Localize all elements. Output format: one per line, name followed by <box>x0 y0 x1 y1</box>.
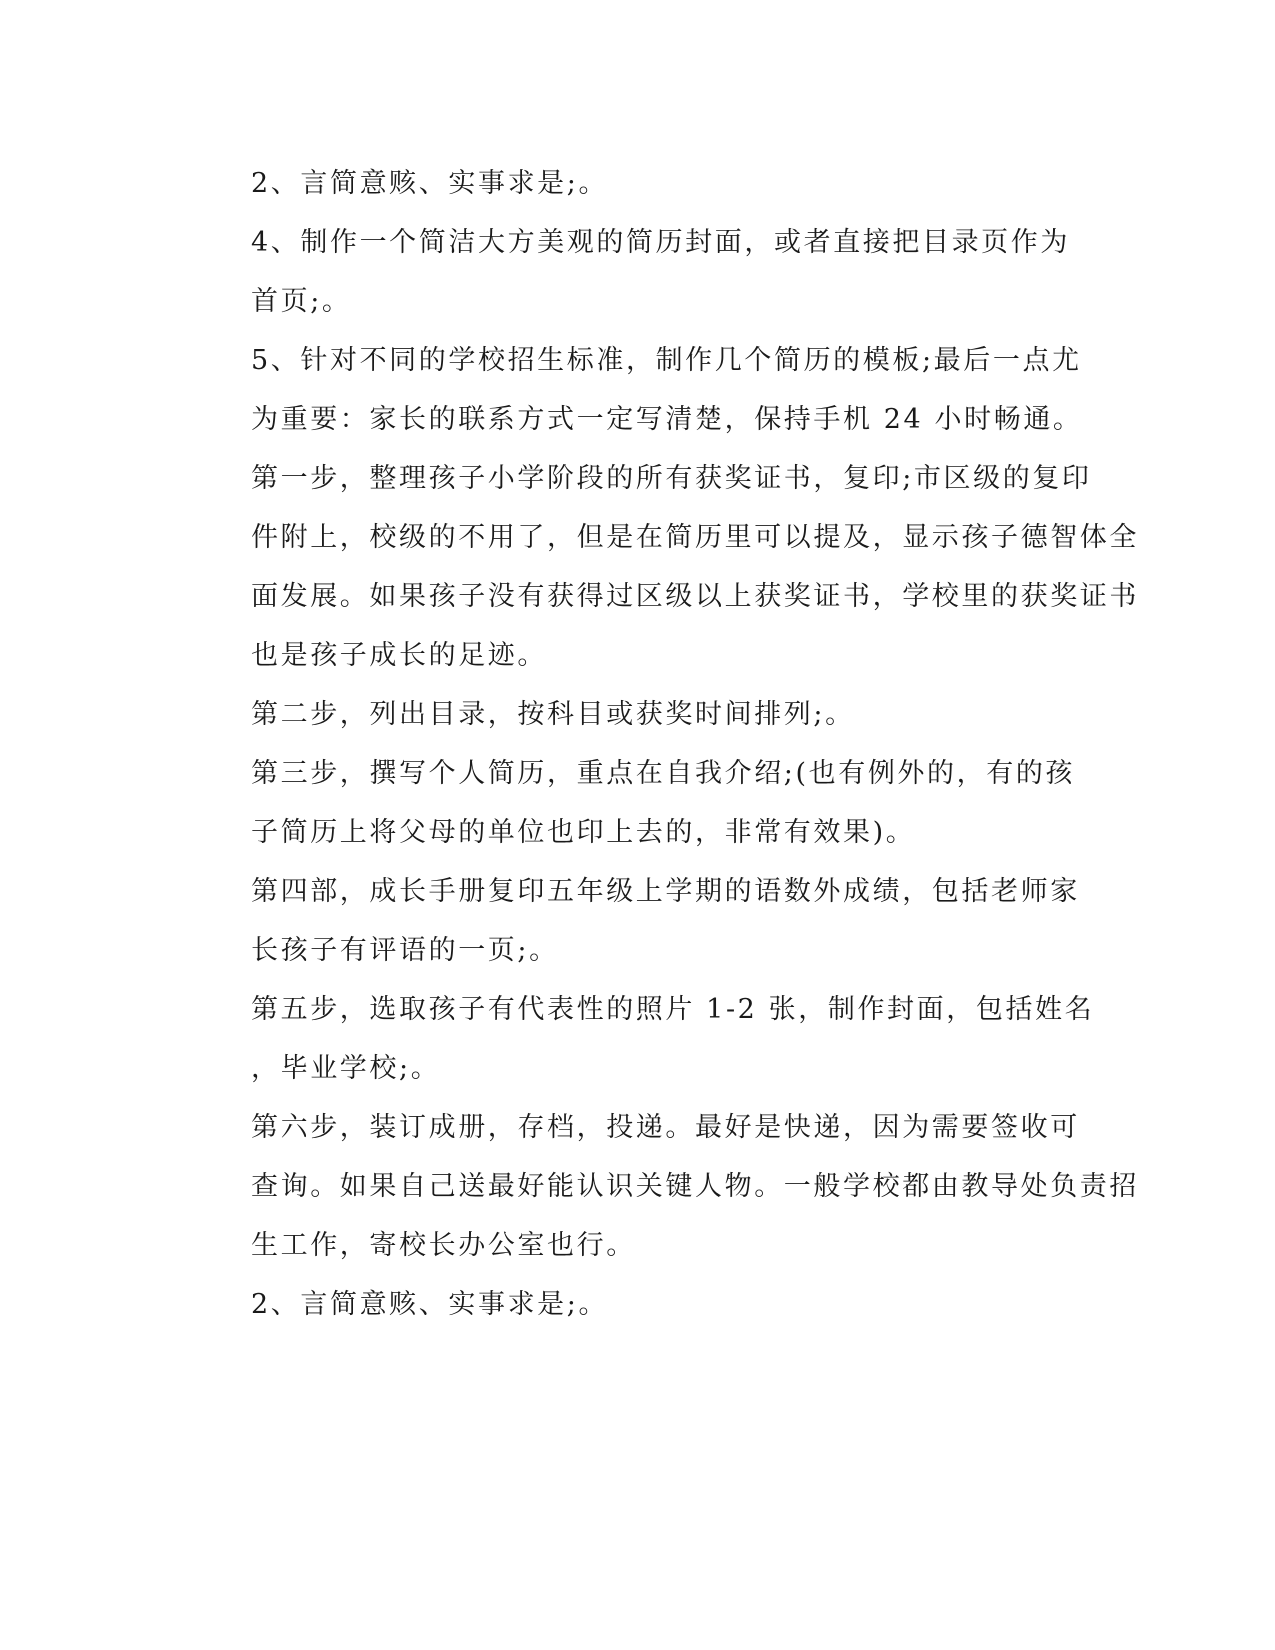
text-line: 面发展。如果孩子没有获得过区级以上获奖证书，学校里的获奖证书 <box>251 581 1139 612</box>
text-line: 5、针对不同的学校招生标准，制作几个简历的模板;最后一点尤 <box>251 345 1082 376</box>
paragraph <box>181 685 1041 744</box>
text-line: 第六步，装订成册，存档，投递。最好是快递，因为需要签收可 <box>251 1112 1080 1143</box>
paragraph <box>181 862 1080 980</box>
text-line: 生工作，寄校长办公室也行。 <box>251 1230 636 1261</box>
paragraph <box>181 744 1076 862</box>
paragraph <box>181 1275 1041 1334</box>
text-line: 第一步，整理孩子小学阶段的所有获奖证书，复印;市区级的复印 <box>251 463 1092 494</box>
text-line: 为重要：家长的联系方式一定写清楚，保持手机 24 小时畅通。 <box>251 404 1083 435</box>
paragraph <box>181 449 1139 685</box>
text-line: ，毕业学校;。 <box>251 1053 441 1084</box>
text-line: 第三步，撰写个人简历，重点在自我介绍;(也有例外的，有的孩 <box>251 758 1076 789</box>
paragraph <box>181 213 1070 331</box>
text-line: 查询。如果自己送最好能认识关键人物。一般学校都由教导处负责招 <box>251 1171 1139 1202</box>
paragraph <box>181 980 1095 1098</box>
text-line: 件附上，校级的不用了，但是在简历里可以提及，显示孩子德智体全 <box>251 522 1139 553</box>
text-line: 第二步，列出目录，按科目或获奖时间排列;。 <box>251 699 855 730</box>
document-body <box>181 154 1139 1334</box>
text-line: 长孩子有评语的一页;。 <box>251 935 559 966</box>
text-line: 4、制作一个简洁大方美观的简历封面，或者直接把目录页作为 <box>251 227 1070 258</box>
text-line: 第五步，选取孩子有代表性的照片 1-2 张，制作封面，包括姓名 <box>251 994 1095 1025</box>
text-line: 2、言简意赅、实事求是;。 <box>251 1289 609 1320</box>
text-line: 第四部，成长手册复印五年级上学期的语数外成绩，包括老师家 <box>251 876 1080 907</box>
text-line: 也是孩子成长的足迹。 <box>251 640 547 671</box>
text-line: 子简历上将父母的单位也印上去的，非常有效果)。 <box>251 817 916 848</box>
paragraph <box>181 1098 1139 1275</box>
text-line: 首页;。 <box>251 286 352 317</box>
paragraph <box>181 331 1083 449</box>
paragraph <box>181 154 1041 213</box>
text-line: 2、言简意赅、实事求是;。 <box>251 168 609 199</box>
